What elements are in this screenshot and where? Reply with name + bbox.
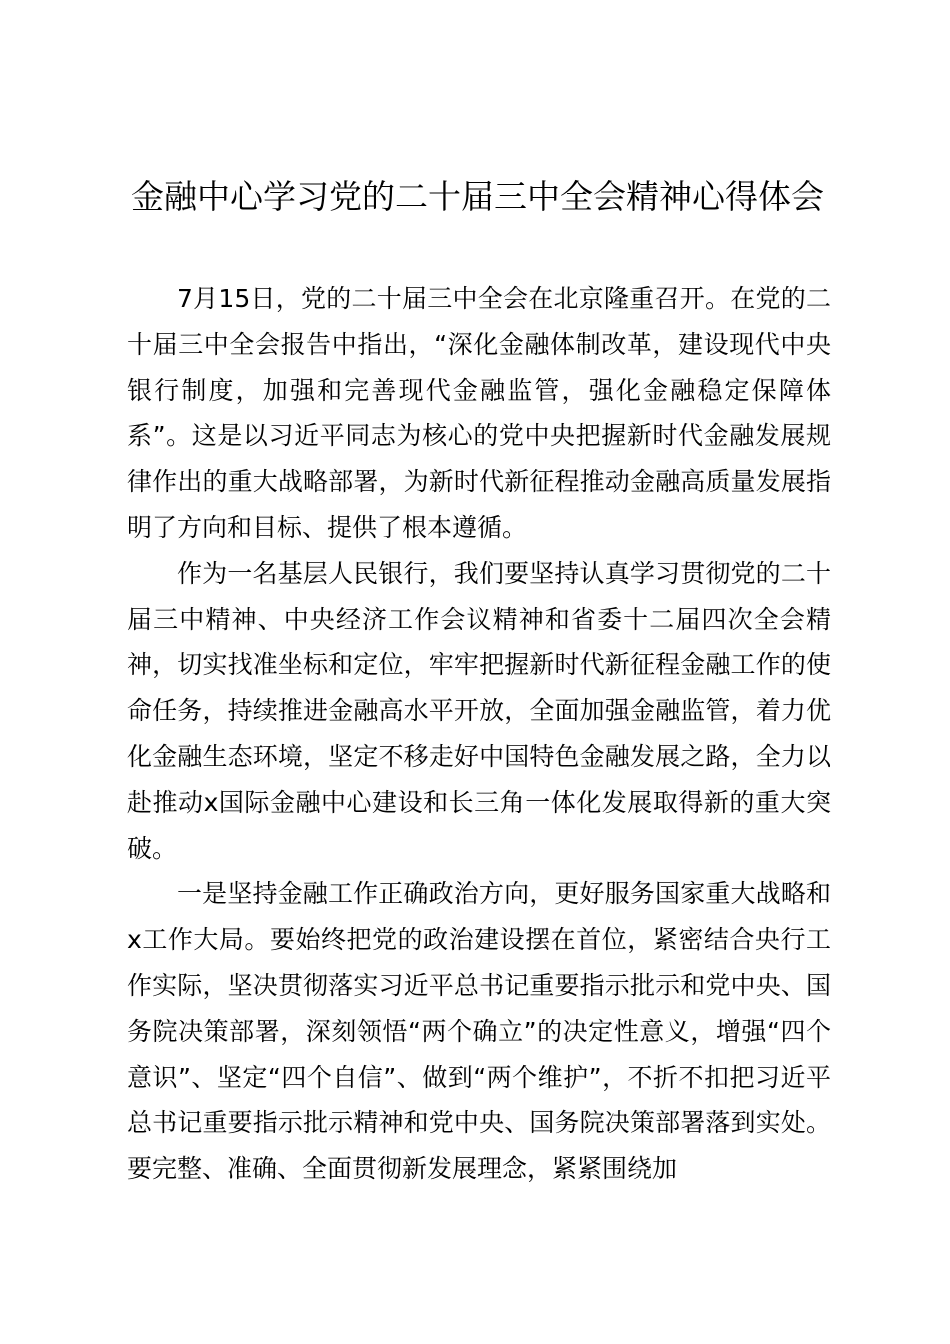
paragraph-2: 作为一名基层人民银行，我们要坚持认真学习贯彻党的二十届三中精神、中央经济工作会议精神和省委十二届四次全会精神，切实找准坐标和定位，牢牢把握新时代新征程金融工作的使命任务，持续推进金融高水平开放，全面加强金融监管，着力优化金融生态环境，坚定不移走好中国特色金融发展之路，全力以赴推动x国际金融中心建设和长三角一体化发展取得新的重大突破。 xyxy=(127,558,831,863)
document-body xyxy=(127,276,831,1192)
paragraph-1: 7月15日，党的二十届三中全会在北京隆重召开。在党的二十届三中全会报告中指出，“深化金融体制改革，建设现代中央银行制度，加强和完善现代金融监管，强化金融稳定保障体系”。这是以习近平同志为核心的党中央把握新时代金融发展规律作出的重大战略部署，为新时代新征程推动金融高质量发展指明了方向和目标、提供了根本遵循。 xyxy=(127,284,831,542)
paragraph-3: 一是坚持金融工作正确政治方向，更好服务国家重大战略和x工作大局。要始终把党的政治建设摆在首位，紧密结合央行工作实际，坚决贯彻落实习近平总书记重要指示批示和党中央、国务院决策部署，深刻领悟“两个确立”的决定性意义，增强“四个意识”、坚定“四个自信”、做到“两个维护”，不折不扣把习近平总书记重要指示批示精神和党中央、国务院决策部署落到实处。要完整、准确、全面贯彻新发展理念，紧紧围绕加 xyxy=(127,879,831,1184)
document-title: 金融中心学习党的二十届三中全会精神心得体会 xyxy=(131,177,824,216)
